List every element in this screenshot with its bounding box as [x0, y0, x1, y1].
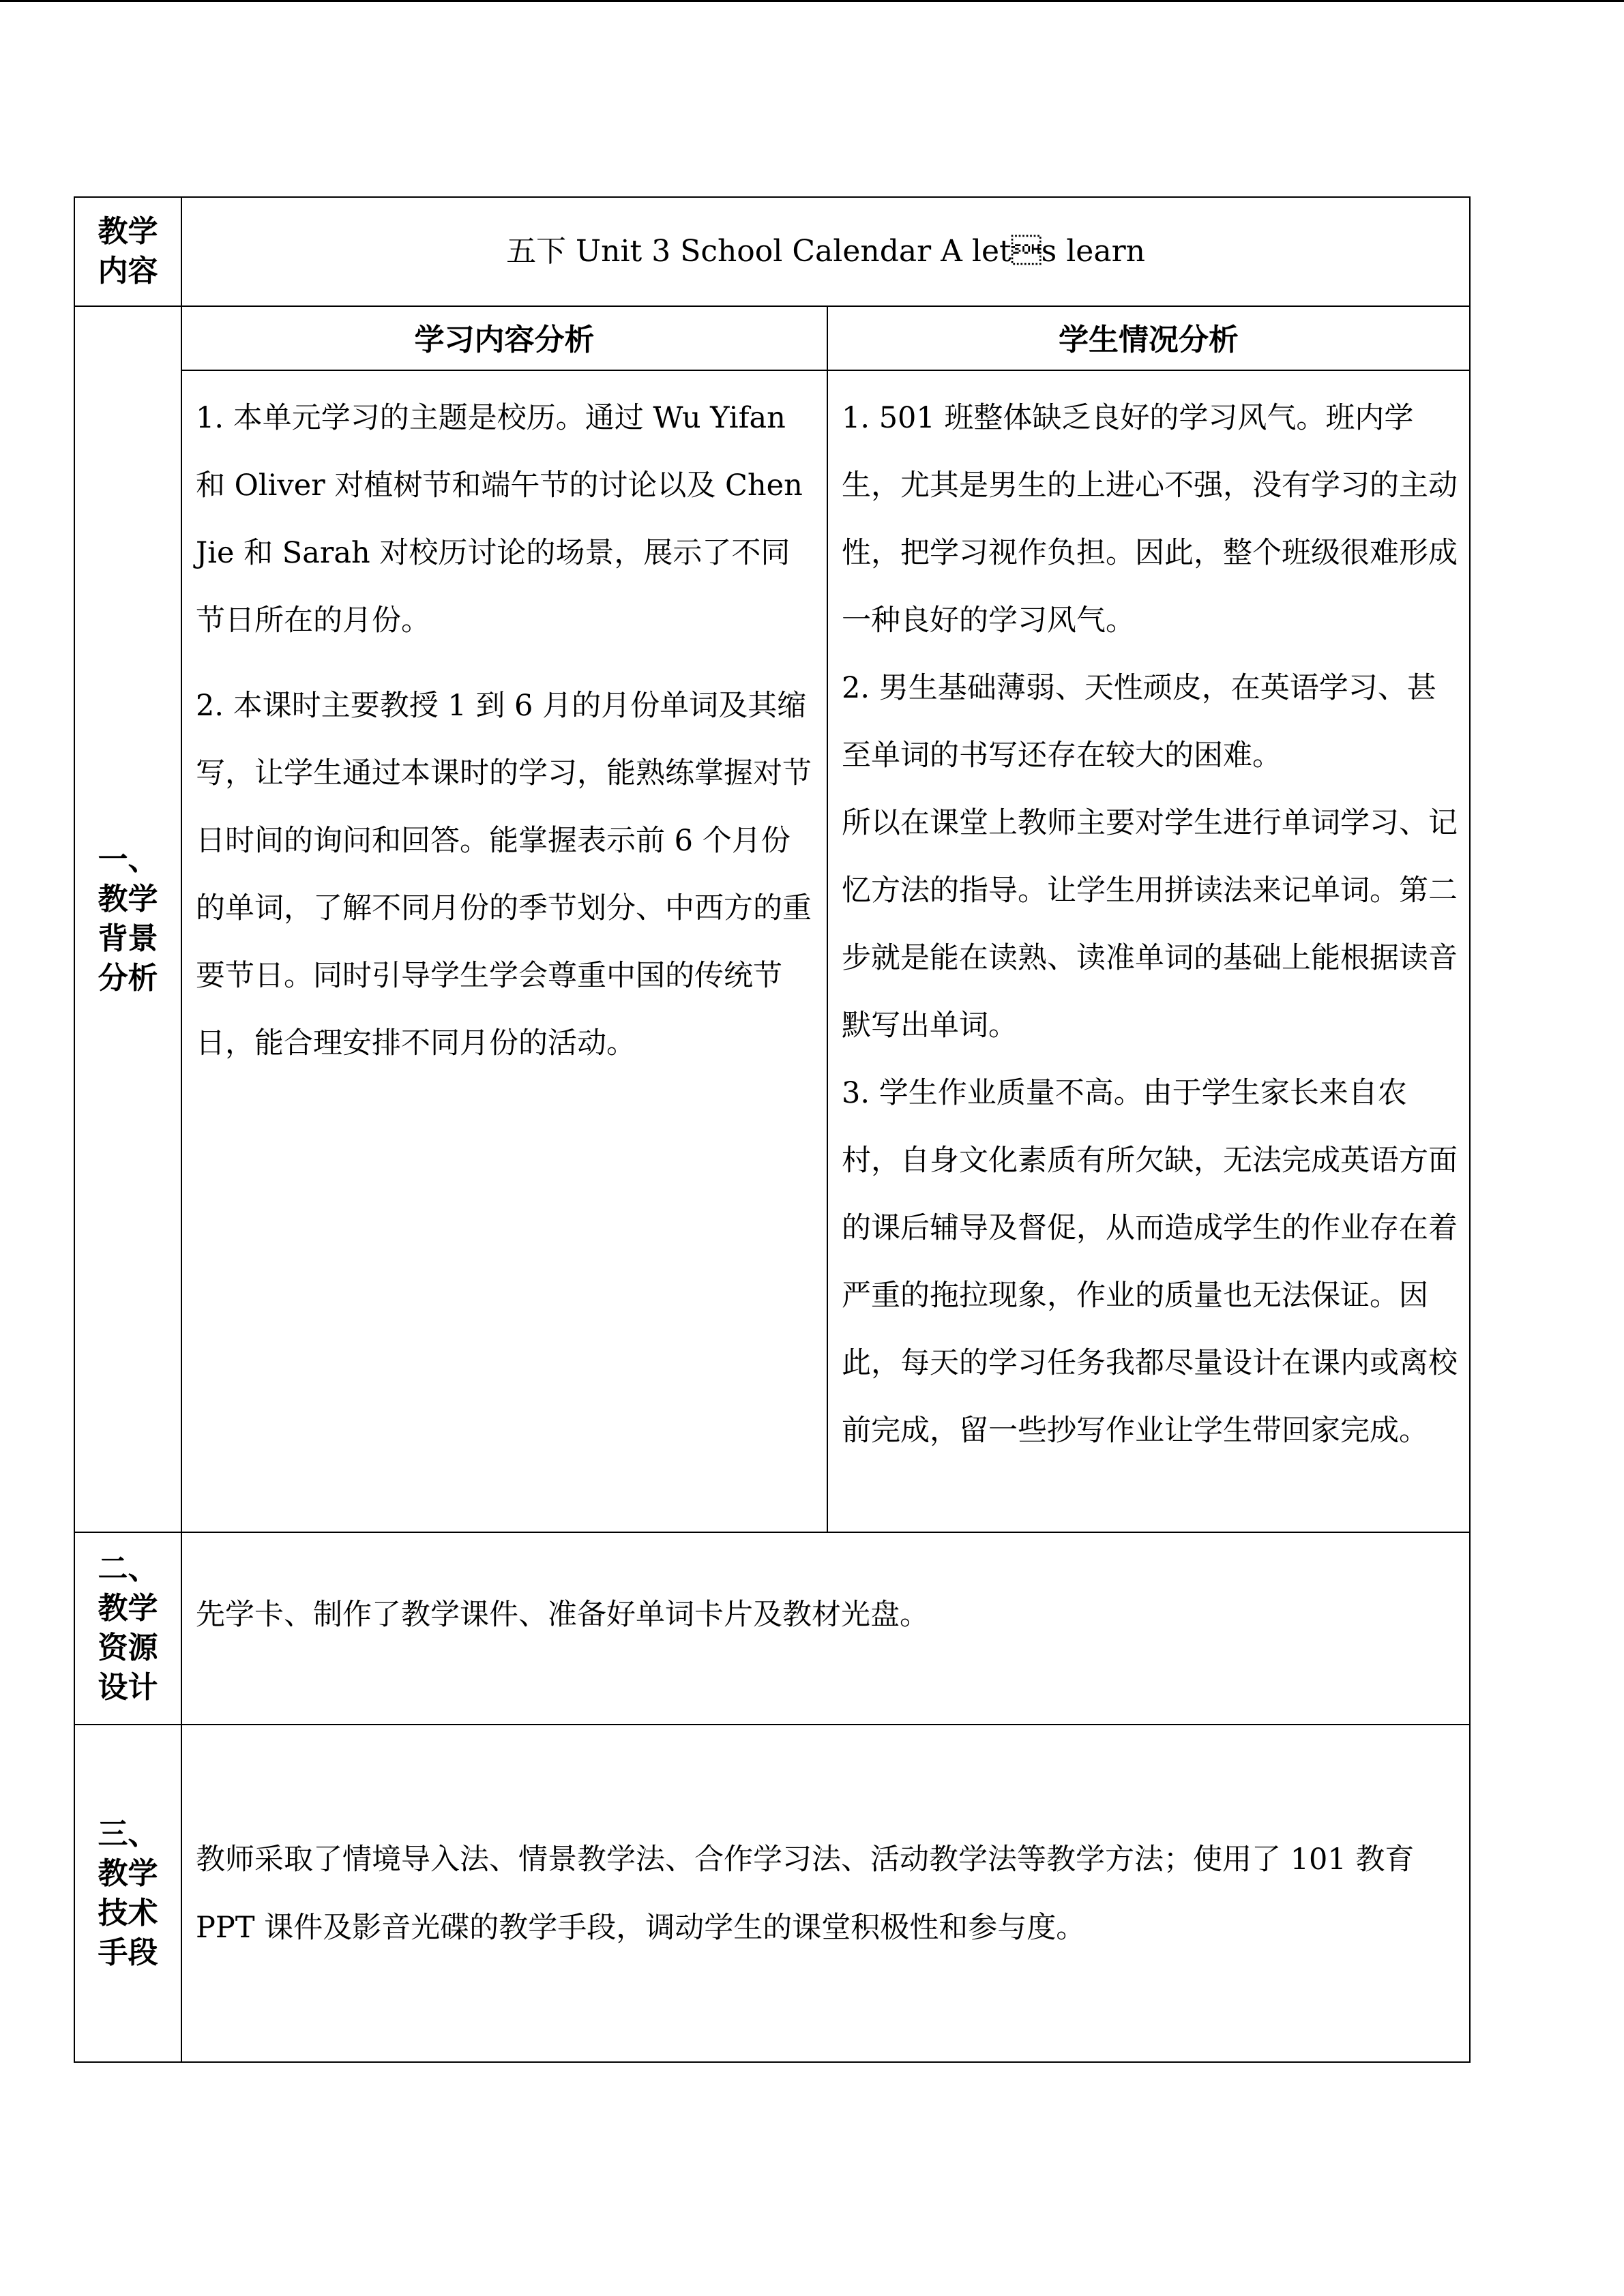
student-analysis-heading: 学生情况分析 [827, 306, 1470, 370]
label-line: 背景 [98, 921, 158, 956]
technology-label [74, 1725, 181, 2062]
content-item: 1. 本单元学习的主题是校历。通过 Wu Yifan 和 Oliver 对植树节和端午节的讨论以及 Chen Jie 和 Sarah 对校历讨论的场景，展示了不同节日所在的月份。 [196, 401, 803, 638]
background-analysis-label [74, 306, 181, 1532]
label-line: 三、 [98, 1816, 158, 1851]
label-line: 教学 [98, 1591, 158, 1626]
label-line: 一、 [98, 842, 158, 877]
analysis-body-row [74, 370, 1470, 1532]
technology-text: 教师采取了情境导入法、情景教学法、合作学习法、活动教学法等教学方法；使用了 101 教育 PPT 课件及影音光碟的教学手段，调动学生的课堂积极性和参与度。 [181, 1725, 1470, 2062]
lesson-plan-table [74, 196, 1471, 2063]
content-analysis-cell [181, 370, 827, 1532]
student-analysis-cell [827, 370, 1470, 1532]
label-line: 教学 [98, 882, 158, 916]
page-top-rule [0, 0, 1624, 2]
student-item: 1. 501 班整体缺乏良好的学习风气。班内学生，尤其是男生的上进心不强，没有学习的主动性，把学习视作负担。因此，整个班级很难形成一种良好的学习风气。 [842, 401, 1458, 638]
resources-label [74, 1532, 181, 1725]
label-line: 资源 [98, 1630, 158, 1665]
label-line: 手段 [98, 1935, 158, 1970]
label-line: 分析 [98, 961, 158, 996]
teaching-content-row [74, 197, 1470, 306]
label-line: 设计 [98, 1670, 158, 1705]
label-line: 技术 [98, 1895, 158, 1930]
resources-row [74, 1532, 1470, 1725]
label-line: 内容 [98, 254, 158, 288]
label-line: 二、 [98, 1551, 158, 1586]
lesson-title: 五下 Unit 3 School Calendar A lets learn [181, 197, 1470, 306]
teaching-content-label [74, 197, 181, 306]
student-item: 2. 男生基础薄弱、天性顽皮，在英语学习、甚至单词的书写还存在较大的困难。 [842, 671, 1436, 773]
content-item: 2. 本课时主要教授 1 到 6 月的月份单词及其缩写，让学生通过本课时的学习，能熟练掌握对节日时间的询问和回答。能掌握表示前 6 个月份的单词，了解不同月份的季节划分、中西方的重要节日。同时引导学生学会尊重中国的传统节日，能合理安排不同月份的活动。 [196, 689, 812, 1060]
student-item: 3. 学生作业质量不高。由于学生家长来自农村，自身文化素质有所欠缺，无法完成英语方面的课后辅导及督促，从而造成学生的作业存在着严重的拖拉现象，作业的质量也无法保证。因此，每天的学习任务我都尽量设计在课内或离校前完成，留一些抄写作业让学生带回家完成。 [842, 1076, 1458, 1448]
label-line: 教学 [98, 214, 158, 249]
label-line: 教学 [98, 1855, 158, 1891]
technology-row [74, 1725, 1470, 2062]
student-item: 所以在课堂上教师主要对学生进行单词学习、记忆方法的指导。让学生用拼读法来记单词。第二步就是能在读熟、读准单词的基础上能根据读音默写出单词。 [842, 806, 1458, 1043]
analysis-heading-row [74, 306, 1470, 370]
content-analysis-heading: 学习内容分析 [181, 306, 827, 370]
resources-text: 先学卡、制作了教学课件、准备好单词卡片及教材光盘。 [181, 1532, 1470, 1725]
